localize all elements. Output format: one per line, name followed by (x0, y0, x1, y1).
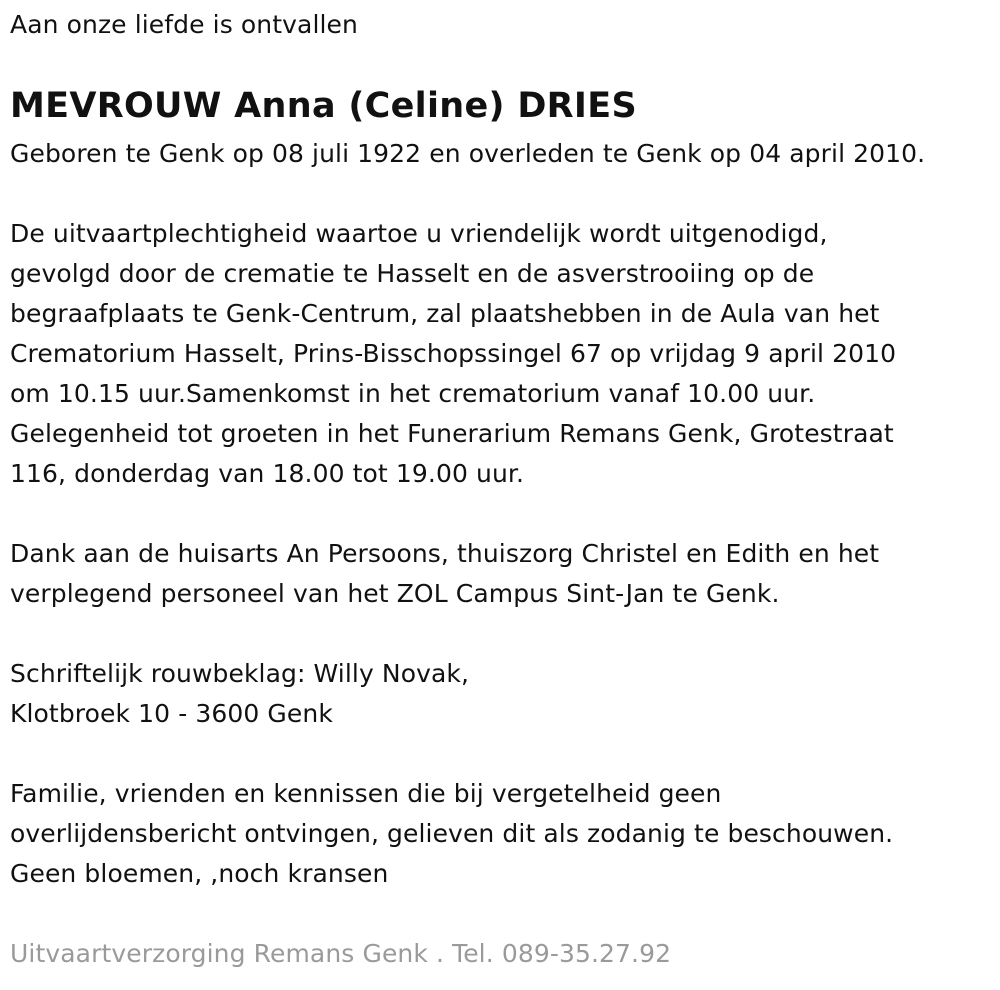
notice-line: Geen bloemen, ,noch kransen (10, 859, 389, 888)
ceremony-line: De uitvaartplechtigheid waartoe u vriendelijk wordt uitgenodigd, (10, 219, 828, 248)
condolence-address: Klotbroek 10 - 3600 Genk (10, 699, 333, 728)
intro-text: Aan onze liefde is ontvallen (10, 10, 358, 39)
birth-death-text: Geboren te Genk op 08 juli 1922 en overleden te Genk op 04 april 2010. (10, 139, 926, 168)
ceremony-line: om 10.15 uur.Samenkomst in het crematorium vanaf 10.00 uur. (10, 379, 816, 408)
funeral-home-footer: Uitvaartverzorging Remans Genk . Tel. 089-35.27.92 (10, 939, 672, 968)
condolence-line: Schriftelijk rouwbeklag: Willy Novak, (10, 659, 470, 688)
deceased-name: MEVROUW Anna (Celine) DRIES (10, 86, 637, 126)
ceremony-line: 116, donderdag van 18.00 tot 19.00 uur. (10, 459, 525, 488)
thanks-line: Dank aan de huisarts An Persoons, thuiszorg Christel en Edith en het (10, 539, 880, 568)
notice-line: overlijdensbericht ontvingen, gelieven dit als zodanig te beschouwen. (10, 819, 894, 848)
ceremony-line: Crematorium Hasselt, Prins-Bisschopssingel 67 op vrijdag 9 april 2010 (10, 339, 897, 368)
ceremony-line: Gelegenheid tot groeten in het Funerarium Remans Genk, Grotestraat (10, 419, 894, 448)
ceremony-line: gevolgd door de crematie te Hasselt en de asverstrooiing op de (10, 259, 815, 288)
notice-line: Familie, vrienden en kennissen die bij vergetelheid geen (10, 779, 722, 808)
ceremony-line: begraafplaats te Genk-Centrum, zal plaatshebben in de Aula van het (10, 299, 880, 328)
thanks-line: verplegend personeel van het ZOL Campus Sint-Jan te Genk. (10, 579, 780, 608)
